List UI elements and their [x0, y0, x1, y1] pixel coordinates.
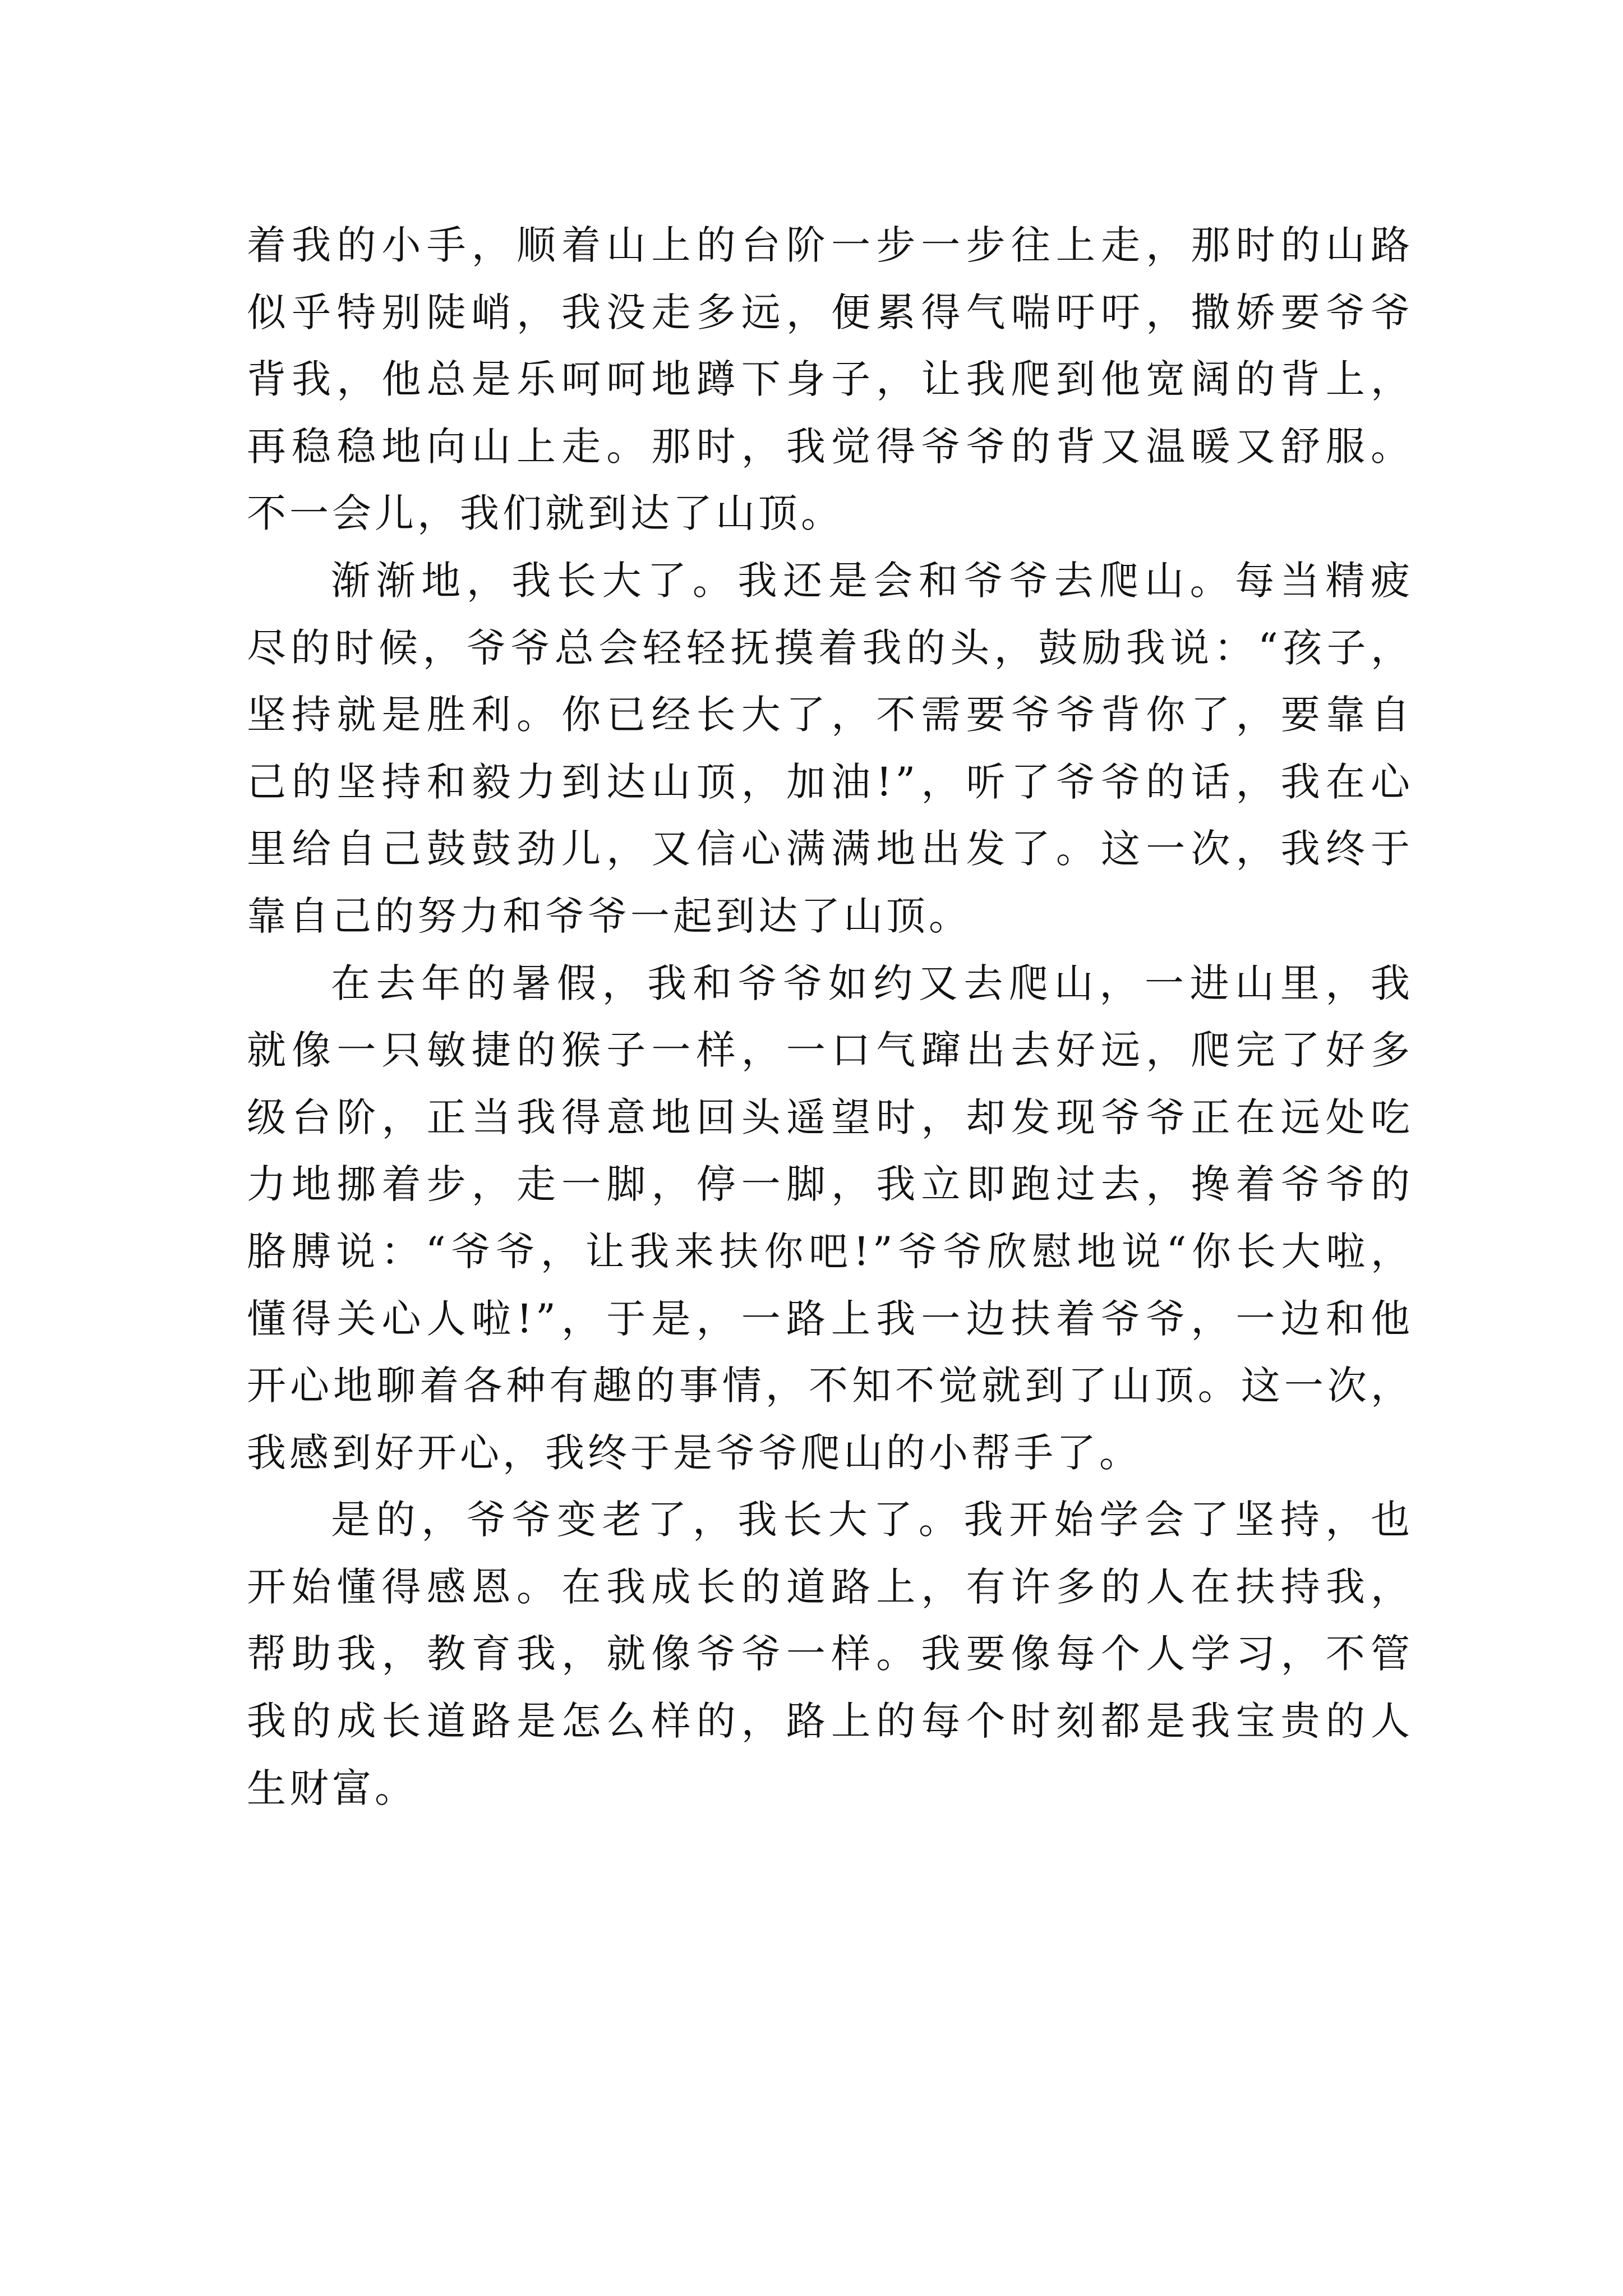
paragraph-4-line-1: 是的，爷爷变老了，我长大了。我开始学会了坚持，也	[331, 1497, 1413, 1543]
paragraph-1-line-4: 再稳稳地向山上走。那时，我觉得爷爷的背又温暖又舒服。	[247, 423, 1413, 470]
paragraph-2-line-4: 己的坚持和毅力到达山顶，加油!”，听了爷爷的话，我在心	[247, 758, 1413, 805]
paragraph-2-line-1: 渐渐地，我长大了。我还是会和爷爷去爬山。每当精疲	[331, 557, 1413, 604]
paragraph-3-line-7: 开心地聊着各种有趣的事情，不知不觉就到了山顶。这一次，	[247, 1363, 1413, 1409]
paragraph-1-line-2: 似乎特别陡峭，我没走多远，便累得气喘吁吁，撒娇要爷爷	[247, 289, 1413, 335]
paragraph-3-line-3: 级台阶，正当我得意地回头遥望时，却发现爷爷正在远处吃	[247, 1094, 1413, 1140]
paragraph-2-line-2: 尽的时候，爷爷总会轻轻抚摸着我的头，鼓励我说：“孩子，	[247, 624, 1413, 671]
paragraph-4-line-5: 生财富。	[247, 1765, 417, 1811]
essay-body	[247, 212, 1413, 1822]
paragraph-3-line-1: 在去年的暑假，我和爷爷如约又去爬山，一进山里，我	[331, 960, 1413, 1006]
paragraph-4-line-4: 我的成长道路是怎么样的，路上的每个时刻都是我宝贵的人	[247, 1698, 1413, 1745]
paragraph-4-line-2: 开始懂得感恩。在我成长的道路上，有许多的人在扶持我，	[247, 1563, 1413, 1610]
paragraph-3-line-8: 我感到好开心，我终于是爷爷爬山的小帮手了。	[247, 1429, 1142, 1476]
paragraph-1-line-3: 背我，他总是乐呵呵地蹲下身子，让我爬到他宽阔的背上，	[247, 356, 1413, 403]
paragraph-3-line-6: 懂得关心人啦!”，于是，一路上我一边扶着爷爷，一边和他	[247, 1295, 1413, 1342]
paragraph-3-line-5: 胳膊说：“爷爷，让我来扶你吧!”爷爷欣慰地说“你长大啦，	[247, 1228, 1413, 1274]
paragraph-2-line-5: 里给自己鼓鼓劲儿，又信心满满地出发了。这一次，我终于	[247, 826, 1413, 872]
paragraph-4-line-3: 帮助我，教育我，就像爷爷一样。我要像每个人学习，不管	[247, 1631, 1413, 1677]
paragraph-1-line-1: 着我的小手，顺着山上的台阶一步一步往上走，那时的山路	[247, 222, 1413, 268]
paragraph-1-line-5: 不一会儿，我们就到达了山顶。	[247, 490, 843, 537]
paragraph-2-line-3: 坚持就是胜利。你已经长大了，不需要爷爷背你了，要靠自	[247, 692, 1413, 738]
paragraph-3-line-2: 就像一只敏捷的猴子一样，一口气蹿出去好远，爬完了好多	[247, 1027, 1413, 1074]
paragraph-3-line-4: 力地挪着步，走一脚，停一脚，我立即跑过去，搀着爷爷的	[247, 1161, 1413, 1208]
paragraph-2-line-6: 靠自己的努力和爷爷一起到达了山顶。	[247, 892, 971, 939]
